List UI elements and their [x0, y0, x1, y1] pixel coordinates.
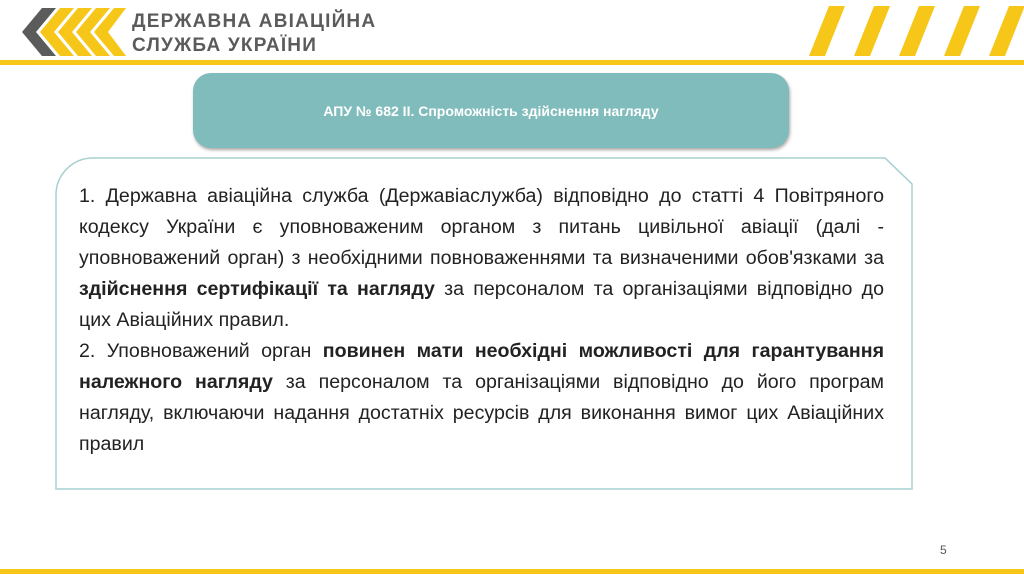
content-text — [79, 181, 884, 460]
org-name-line1: ДЕРЖАВНА АВІАЦІЙНА — [132, 11, 377, 32]
p1-text-a: 1. Державна авіаційна служба (Державіаслужба) відповідно до статті 4 Повітряного кодексу України є уповноваженим органом з питань цивільної авіації (далі - уповноважений орган) з необхідними повноваженнями та визначеними обов'язками за — [79, 185, 884, 269]
slide-title: АПУ № 682 ІІ. Спроможність здійснення нагляду — [323, 102, 659, 119]
organization-name — [132, 10, 376, 58]
p1-text-c: за персоналом та організаціями відповідно до цих Авіаційних правил. — [79, 278, 884, 331]
content-box — [55, 157, 913, 490]
p2-text-c: за персоналом та організаціями відповідно до його програм нагляду, включаючи надання достатніх ресурсів для виконання вимог цих Авіаційних правил — [79, 371, 884, 455]
top-accent-bar — [0, 60, 1024, 65]
p1-emphasis: здійснення сертифікації та нагляду — [79, 278, 435, 300]
slide-title-banner — [193, 73, 789, 148]
page-number: 5 — [940, 543, 947, 557]
paragraph-1 — [79, 181, 884, 336]
org-name-line2: СЛУЖБА УКРАЇНИ — [132, 35, 318, 56]
paragraph-2 — [79, 336, 884, 460]
p2-text-a: 2. Уповноважений орган — [79, 340, 323, 362]
bottom-accent-bar — [0, 569, 1024, 574]
p2-emphasis: повинен мати необхідні можливості для гарантування належного нагляду — [79, 340, 884, 393]
chevron-arrows-logo-icon — [8, 6, 126, 58]
yellow-stripes-icon — [774, 0, 1024, 60]
